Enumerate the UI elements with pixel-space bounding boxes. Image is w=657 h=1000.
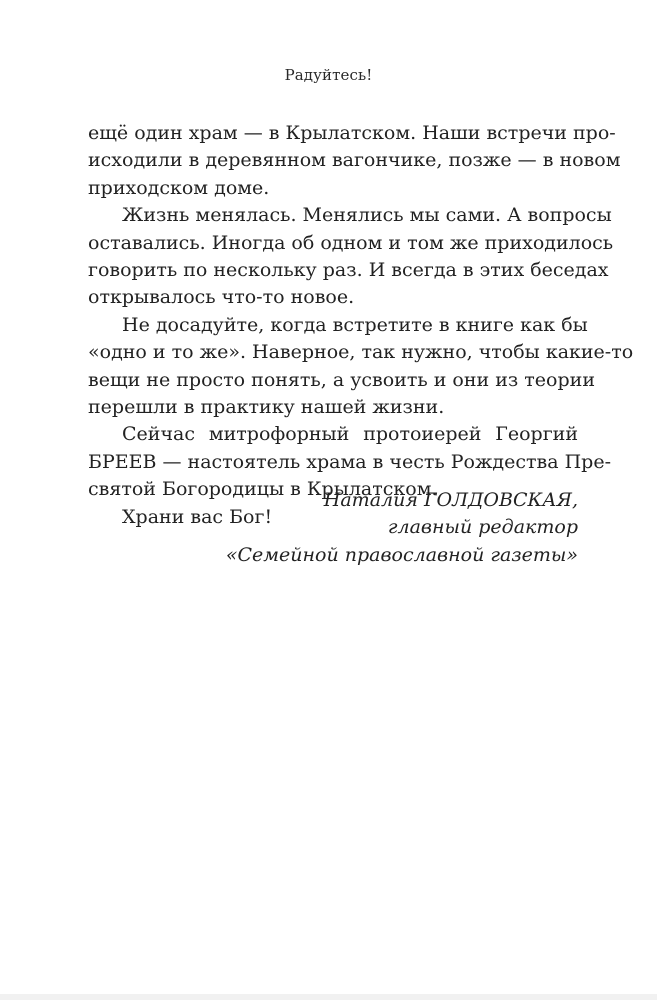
running-head: Радуйтесь! [284,66,373,84]
signature-block [88,487,578,569]
text-line: ещё один храм — в Крылатском. Наши встречи про- [88,122,616,144]
paragraph [88,202,614,312]
text-line: говорить по нескольку раз. И всегда в этих беседах [88,259,609,282]
text-line: святой Богородицы в Крылатском. [88,478,438,501]
paragraph [88,312,634,422]
text-line: исходили в деревянном вагончике, позже — в новом [88,149,621,172]
signature-publication: «Семейной православной газеты» [225,543,578,566]
text-line: перешли в практику нашей жизни. [88,396,445,419]
text-line: Жизнь менялась. Менялись мы сами. А вопросы [122,204,612,227]
paragraph [88,120,621,202]
text-line: Сейчас митрофорный протоиерей Георгий [122,423,578,446]
text-line: оставались. Иногда об одном и том же приходилось [88,231,614,254]
signature-role: главный редактор [387,516,578,539]
text-line: Храни вас Бог! [122,505,273,528]
signature-name: Наталия ГОЛДОВСКАЯ, [323,489,578,511]
text-line: открывалось что-то новое. [88,286,355,309]
text-line: приходском доме. [88,176,270,199]
text-line: «одно и то же». Наверное, так нужно, чтобы какие-то [88,341,634,364]
text-line: Не досадуйте, когда встретите в книге как бы [122,313,588,336]
text-line: вещи не просто понять, а усвоить и они из теории [88,368,595,391]
text-line: БРЕЕВ — настоятель храма в честь Рождества Пре- [88,450,611,473]
body-text [88,120,634,531]
page-bottom-edge [0,994,657,1000]
